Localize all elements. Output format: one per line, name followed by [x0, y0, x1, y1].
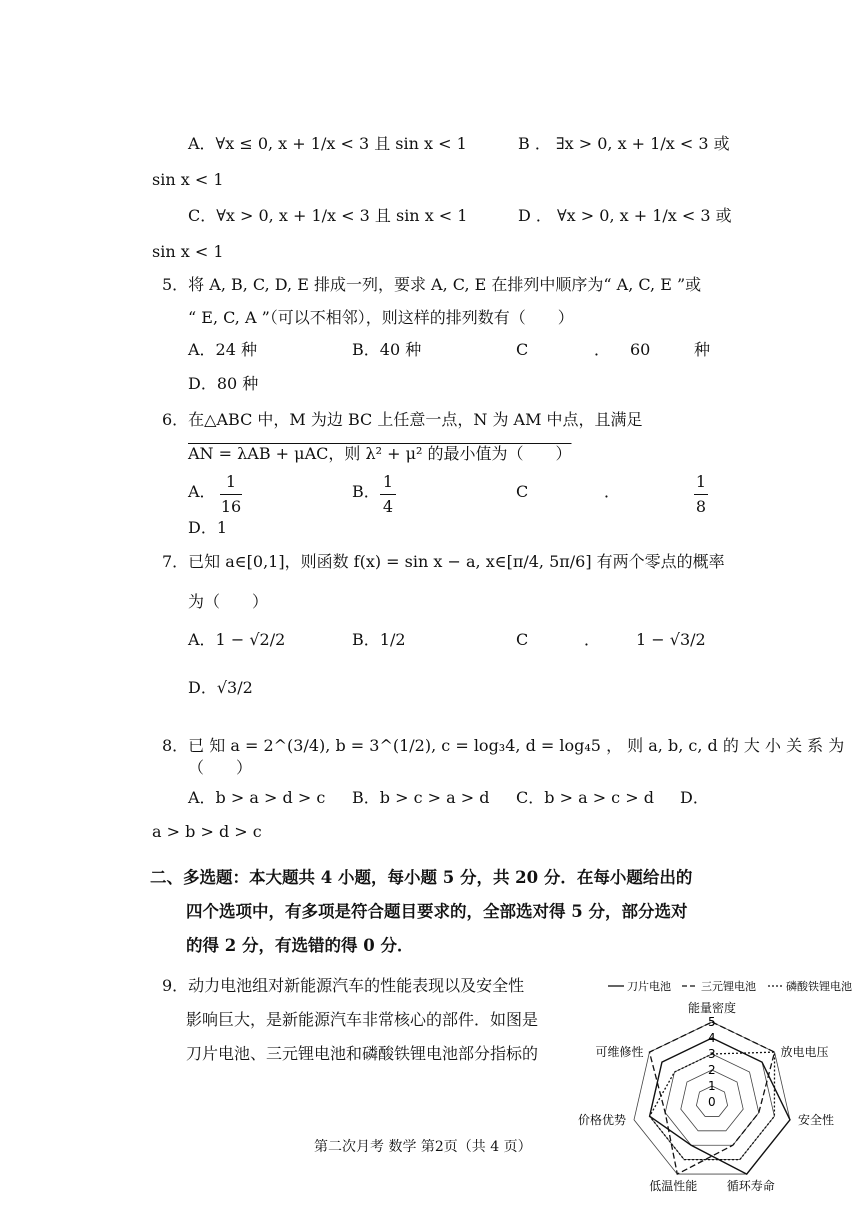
- q8-option-b: B．b > c > a > d: [352, 788, 490, 807]
- q9-stem-line2: 影响巨大，是新能源汽车非常核心的部件．如图是: [186, 1010, 539, 1029]
- radar-tick-label: 2: [708, 1063, 716, 1077]
- radar-tick-labels: [708, 1015, 716, 1109]
- q5-stem-line2: “ E, C, A ”（可以不相邻），则这样的排列数有（ ）: [188, 308, 574, 327]
- section2-heading-line2: 四个选项中，有多项是符合题目要求的，全部选对得 5 分，部分选对: [186, 902, 688, 921]
- q4-option-d-continued: sin x < 1: [152, 242, 224, 261]
- radar-axis-labels: [578, 1000, 834, 1193]
- radar-tick-label: 1: [708, 1079, 716, 1093]
- q7-stem-line1: 7．已知 a∈[0,1]，则函数 f(x) = sin x − a, x∈[π/4, 5π/6] 有两个零点的概率: [162, 552, 725, 571]
- radar-tick-label: 3: [708, 1047, 716, 1061]
- radar-axis-label: 价格优势: [577, 1112, 627, 1127]
- radar-series-line: [650, 1038, 790, 1174]
- q6-option-b-label: B．: [352, 482, 380, 501]
- q5-option-c-value: 60: [630, 340, 651, 359]
- q5-stem-line1: 5．将 A, B, C, D, E 排成一列，要求 A, C, E 在排列中顺序为“ A, C, E ”或: [162, 275, 702, 294]
- battery-radar-chart: [577, 976, 858, 1210]
- q7-option-b: B．1/2: [352, 630, 406, 649]
- radar-tick-label: 0: [708, 1095, 716, 1109]
- q8-stem-line1: 8．已 知 a = 2^(3/4), b = 3^(1/2), c = log₃4, d = log₄5 ， 则 a, b, c, d 的 大 小 关 系 为: [162, 736, 845, 755]
- section2-heading-line1: 二、多选题：本大题共 4 小题，每小题 5 分，共 20 分．在每小题给出的: [150, 868, 693, 887]
- q5-option-d: D．80 种: [188, 374, 259, 393]
- q6-stem-line2: AN = λAB + μAC，则 λ² + μ² 的最小值为（ ）: [188, 444, 572, 463]
- q5-option-c-unit: 种: [694, 340, 711, 359]
- radar-axis-label: 放电电压: [780, 1045, 829, 1060]
- q6-option-a-fraction: 1 16: [220, 472, 242, 516]
- radar-axis-label: 循环寿命: [726, 1179, 775, 1194]
- radar-axis-label: 能量密度: [687, 1001, 737, 1015]
- q8-option-a: A．b > a > d > c: [188, 788, 326, 807]
- page-footer: 第二次月考 数学 第2页（共 4 页）: [314, 1139, 532, 1155]
- q4-option-d: D ． ∀x > 0, x + 1/x < 3 或: [518, 206, 732, 225]
- q7-option-a: A．1 − √2/2: [188, 630, 286, 649]
- q7-option-c-value: 1 − √3/2: [636, 630, 706, 649]
- q5-option-c-dot: ．: [594, 340, 611, 359]
- q9-stem-line3: 刀片电池、三元锂电池和磷酸铁锂电池部分指标的: [186, 1044, 539, 1063]
- q7-option-d: D．√3/2: [188, 678, 253, 697]
- section2-heading-line3: 的得 2 分，有选错的得 0 分．: [186, 936, 414, 955]
- q9-stem-line1: 9．动力电池组对新能源汽车的性能表现以及安全性: [162, 976, 525, 995]
- legend-label-lfp: 磷酸铁锂电池: [786, 980, 852, 993]
- q6-option-d: D．1: [188, 518, 228, 537]
- q6-option-c-dot: ．: [604, 482, 621, 501]
- q7-option-c-dot: ．: [584, 630, 601, 649]
- q6-stem-line1: 6．在△ABC 中，M 为边 BC 上任意一点，N 为 AM 中点，且满足: [162, 410, 643, 429]
- q6-option-b-fraction: 1 4: [380, 470, 396, 519]
- q8-stem-line2: （ ）: [188, 758, 253, 777]
- q8-option-c: C．b > a > c > d: [516, 788, 654, 807]
- q4-option-b-continued: sin x < 1: [152, 170, 224, 189]
- q4-option-a: A．∀x ≤ 0, x + 1/x < 3 且 sin x < 1: [188, 134, 467, 153]
- q6-option-c-letter: C: [516, 482, 529, 501]
- q4-option-b: B ． ∃x > 0, x + 1/x < 3 或: [518, 134, 730, 153]
- radar-tick-label: 5: [708, 1015, 716, 1029]
- q6-option-a-label: A．: [188, 482, 216, 501]
- radar-axis-label: 低温性能: [649, 1179, 698, 1194]
- q8-option-d: D．: [680, 788, 709, 807]
- radar-axis-label: 可维修性: [595, 1045, 644, 1060]
- legend-label-blade: 刀片电池: [627, 980, 671, 993]
- radar-legend: [608, 979, 852, 993]
- q5-option-a: A．24 种: [188, 340, 258, 359]
- q7-option-c-letter: C: [516, 630, 529, 649]
- radar-tick-label: 4: [708, 1031, 716, 1045]
- q8-option-d-continued: a > b > d > c: [152, 822, 262, 841]
- q6-option-c-fraction: 1 8: [695, 472, 707, 516]
- q5-option-b: B．40 种: [352, 340, 422, 359]
- q7-stem-line2: 为（ ）: [188, 592, 269, 611]
- radar-series: [649, 1022, 790, 1174]
- legend-label-ternary: 三元锂电池: [701, 980, 756, 993]
- radar-axis-label: 安全性: [797, 1112, 835, 1127]
- q5-option-c-letter: C: [516, 340, 529, 359]
- q4-option-c: C．∀x > 0, x + 1/x < 3 且 sin x < 1: [188, 206, 468, 225]
